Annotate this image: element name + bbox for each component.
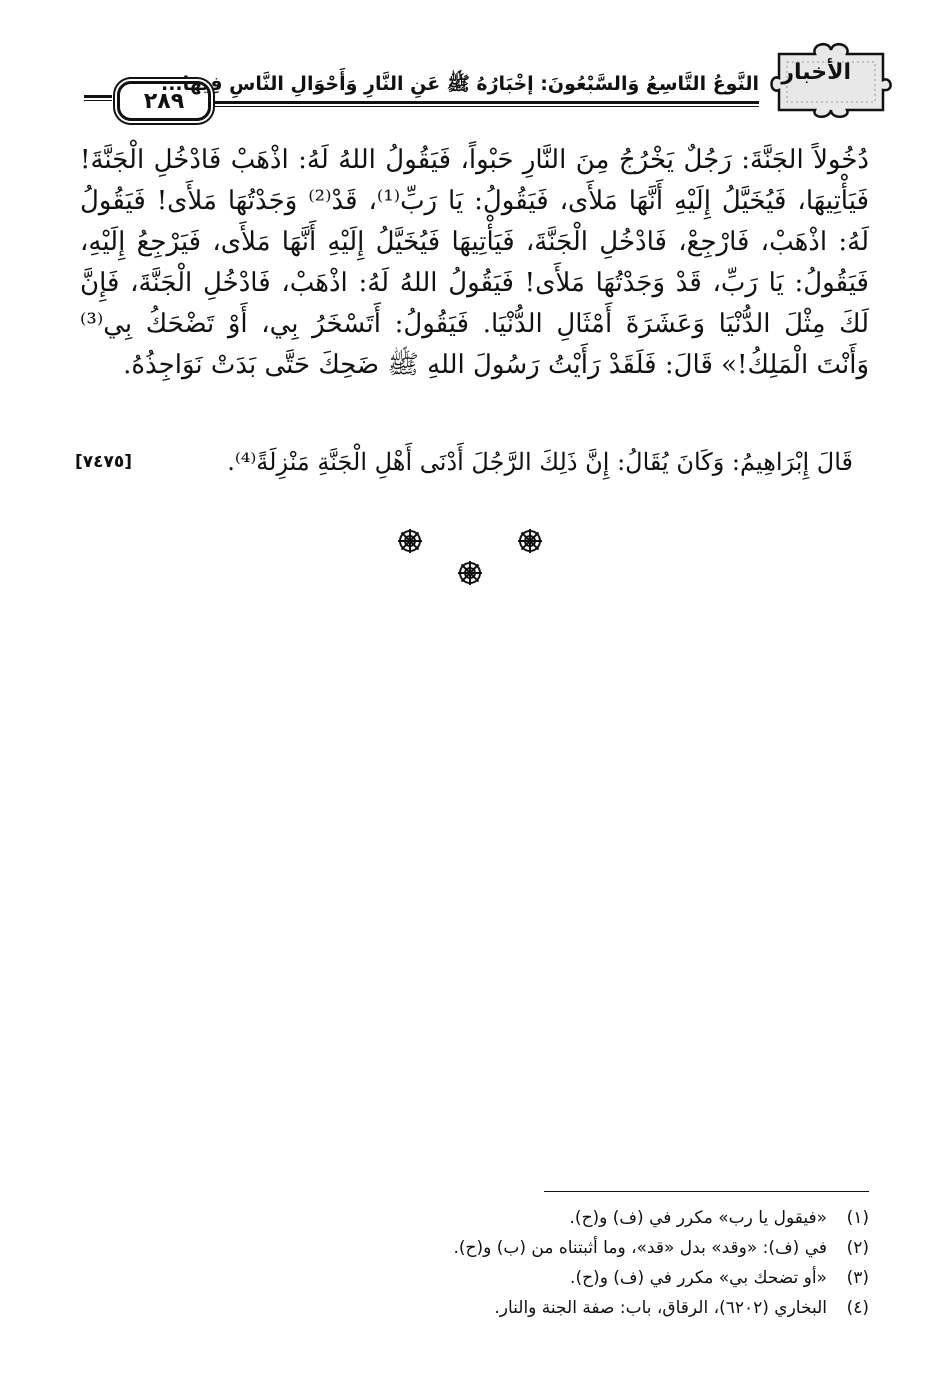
flower-ornament-icon (517, 528, 543, 554)
footnote-number: (٤) (846, 1298, 869, 1318)
footnote-number: (١) (846, 1208, 869, 1228)
footnote-item (80, 1263, 869, 1293)
footnote-text: البخاري (٦٢٠٢)، الرقاق، باب: صفة الجنة والنار. (494, 1298, 827, 1318)
header-rule-left (84, 95, 112, 98)
flower-ornament-icon (397, 528, 423, 554)
page-number: ٢٨٩ (117, 81, 211, 121)
header-rule (215, 101, 759, 104)
footnote-text: «فيقول يا رب» مكرر في (ف) و(ح). (569, 1208, 827, 1228)
hadith-paragraph: دُخُولاً الجَنَّةَ: رَجُلٌ يَخْرُجُ مِنَ النَّارِ حَبْواً، فَيَقُولُ اللهُ لَهُ: اذْهَبْ فَادْخُلِ الْجَنَّةَ! فَيَأْتِيهَا، فَيُخَيَّلُ إِلَيْهِ أَنَّهَا مَلأَى، فَيَقُولُ: يَا رَبِّ⁽¹⁾، قَدْ⁽²⁾ وَجَدْتُهَا مَلأَى! فَيَقُولُ لَهُ: اذْهَبْ، فَارْجِعْ، فَادْخُلِ الْجَنَّةَ، فَيَأْتِيهَا فَيُخَيَّلُ إِلَيْهِ أَنَّهَا مَلأَى، فَيَرْجِعُ إِلَيْهِ، فَيَقُولُ: يَا رَبِّ، قَدْ وَجَدْتُهَا مَلأَى! فَيَقُولُ اللهُ لَهُ: اذْهَبْ، فَادْخُلِ الْجَنَّةَ، فَإِنَّ لَكَ مِثْلَ الدُّنْيَا وَعَشَرَةَ أَمْثَالِ الدُّنْيَا. فَيَقُولُ: أَتَسْخَرُ بِي، أَوْ تَضْحَكُ بِي⁽³⁾ وَأَنْتَ الْمَلِكُ!» قَالَ: فَلَقَدْ رَأَيْتُ رَسُولَ اللهِ ﷺ ضَحِكَ حَتَّى بَدَتْ نَوَاجِذُهُ. (80, 145, 869, 380)
footnote-text: «أو تضحك بي» مكرر في (ف) و(ح). (570, 1268, 827, 1288)
footnote-number: (٢) (846, 1238, 869, 1258)
section-label: الأخبار (781, 60, 851, 85)
footnote-text: في (ف): «وقد» بدل «قد»، وما أثبتناه من (ب) و(ح). (453, 1238, 827, 1258)
header-rule-left-thin (84, 100, 112, 101)
footnote-separator (544, 1191, 869, 1192)
footnote-item (80, 1203, 869, 1233)
narrator-comment: قَالَ إِبْرَاهِيمُ: وَكَانَ يُقَالُ: إِنَّ ذَلِكَ الرَّجُلَ أَدْنَى أَهْلِ الْجَنَّةِ مَنْزِلَةً⁽⁴⁾. (227, 448, 853, 476)
hadith-text (80, 140, 869, 386)
footnote-item (80, 1293, 869, 1323)
page-header (0, 0, 949, 130)
running-title: النَّوعُ التَّاسِعُ وَالسَّبْعُونَ: إخْبَارُهُ ﷺ عَنِ النَّارِ وَأَحْوَالِ النَّاسِ فِيهَا... (161, 73, 759, 95)
footnote-item (80, 1233, 869, 1263)
footnotes (80, 1203, 869, 1323)
hadith-number: [٧٤٧٥] (75, 452, 133, 472)
header-rule-thin (215, 106, 759, 107)
footnote-number: (٣) (846, 1268, 869, 1288)
flower-ornament-icon (457, 560, 483, 586)
